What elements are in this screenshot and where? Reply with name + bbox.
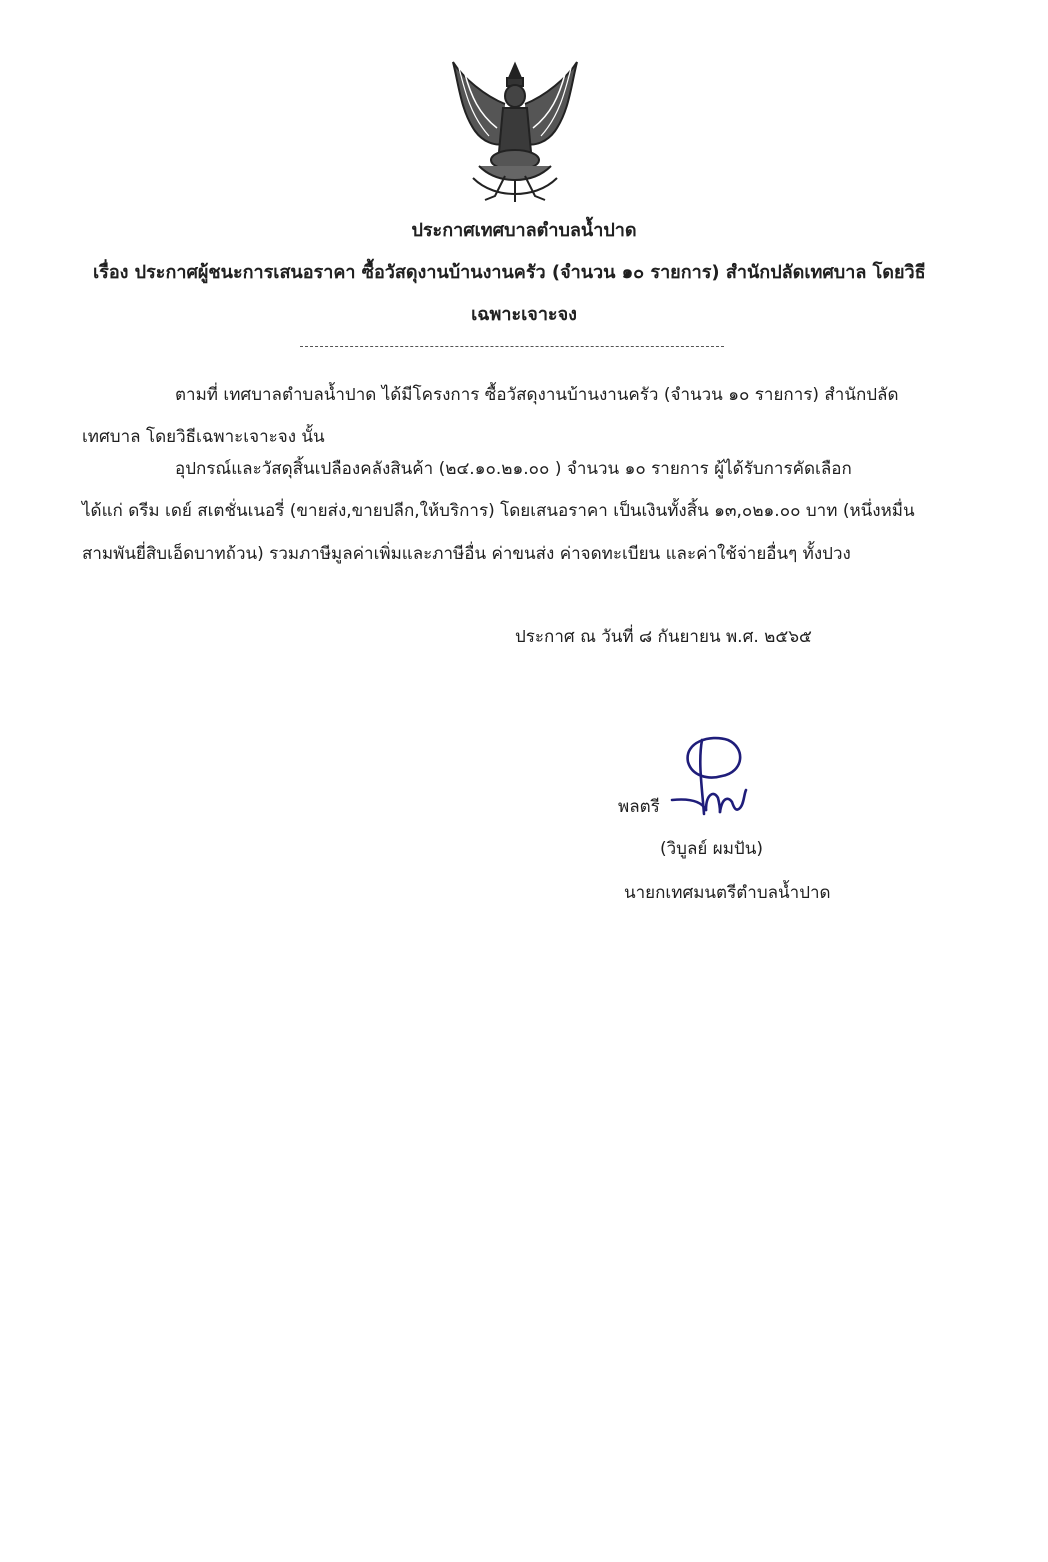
announcement-date: ประกาศ ณ วันที่ ๘ กันยายน พ.ศ. ๒๕๖๕	[515, 627, 812, 647]
signatory-position: นายกเทศมนตรีตำบลน้ำปาด	[624, 883, 831, 903]
subject-line-2: เฉพาะเจาะจง	[471, 304, 577, 325]
handwritten-signature	[662, 732, 752, 822]
paragraph-1-line-1: ตามที่ เทศบาลตำบลน้ำปาด ได้มีโครงการ ซื้อวัสดุงานบ้านงานครัว (จำนวน ๑๐ รายการ) สำนักปลัด	[175, 385, 899, 405]
organization-title: ประกาศเทศบาลตำบลน้ำปาด	[411, 220, 637, 241]
paragraph-2-line-1: อุปกรณ์และวัสดุสิ้นเปลืองคลังสินค้า (๒๔.๑๐.๒๑.๐๐ ) จำนวน ๑๐ รายการ ผู้ได้รับการคัดเลือก	[175, 459, 852, 479]
paragraph-2-line-3: สามพันยี่สิบเอ็ดบาทถ้วน) รวมภาษีมูลค่าเพิ่มและภาษีอื่น ค่าขนส่ง ค่าจดทะเบียน และค่าใช้จ่ายอื่นๆ ทั้งปวง	[82, 544, 851, 564]
subject-line-1: เรื่อง ประกาศผู้ชนะการเสนอราคา ซื้อวัสดุงานบ้านงานครัว (จำนวน ๑๐ รายการ) สำนักปลัดเทศบาล โดยวิธี	[93, 262, 926, 283]
signatory-rank: พลตรี	[618, 797, 660, 817]
paragraph-1-line-2: เทศบาล โดยวิธีเฉพาะเจาะจง นั้น	[82, 427, 325, 447]
garuda-emblem-icon	[445, 56, 585, 206]
paragraph-2-line-2: ได้แก่ ดรีม เดย์ สเตชั่นเนอรี่ (ขายส่ง,ขายปลีก,ให้บริการ) โดยเสนอราคา เป็นเงินทั้งสิ้น ๑๓,๐๒๑.๐๐ บาท (หนึ่งหมื่น	[82, 501, 915, 521]
signatory-name: (วิบูลย์ ผมปัน)	[660, 839, 763, 859]
header-separator	[300, 346, 724, 347]
